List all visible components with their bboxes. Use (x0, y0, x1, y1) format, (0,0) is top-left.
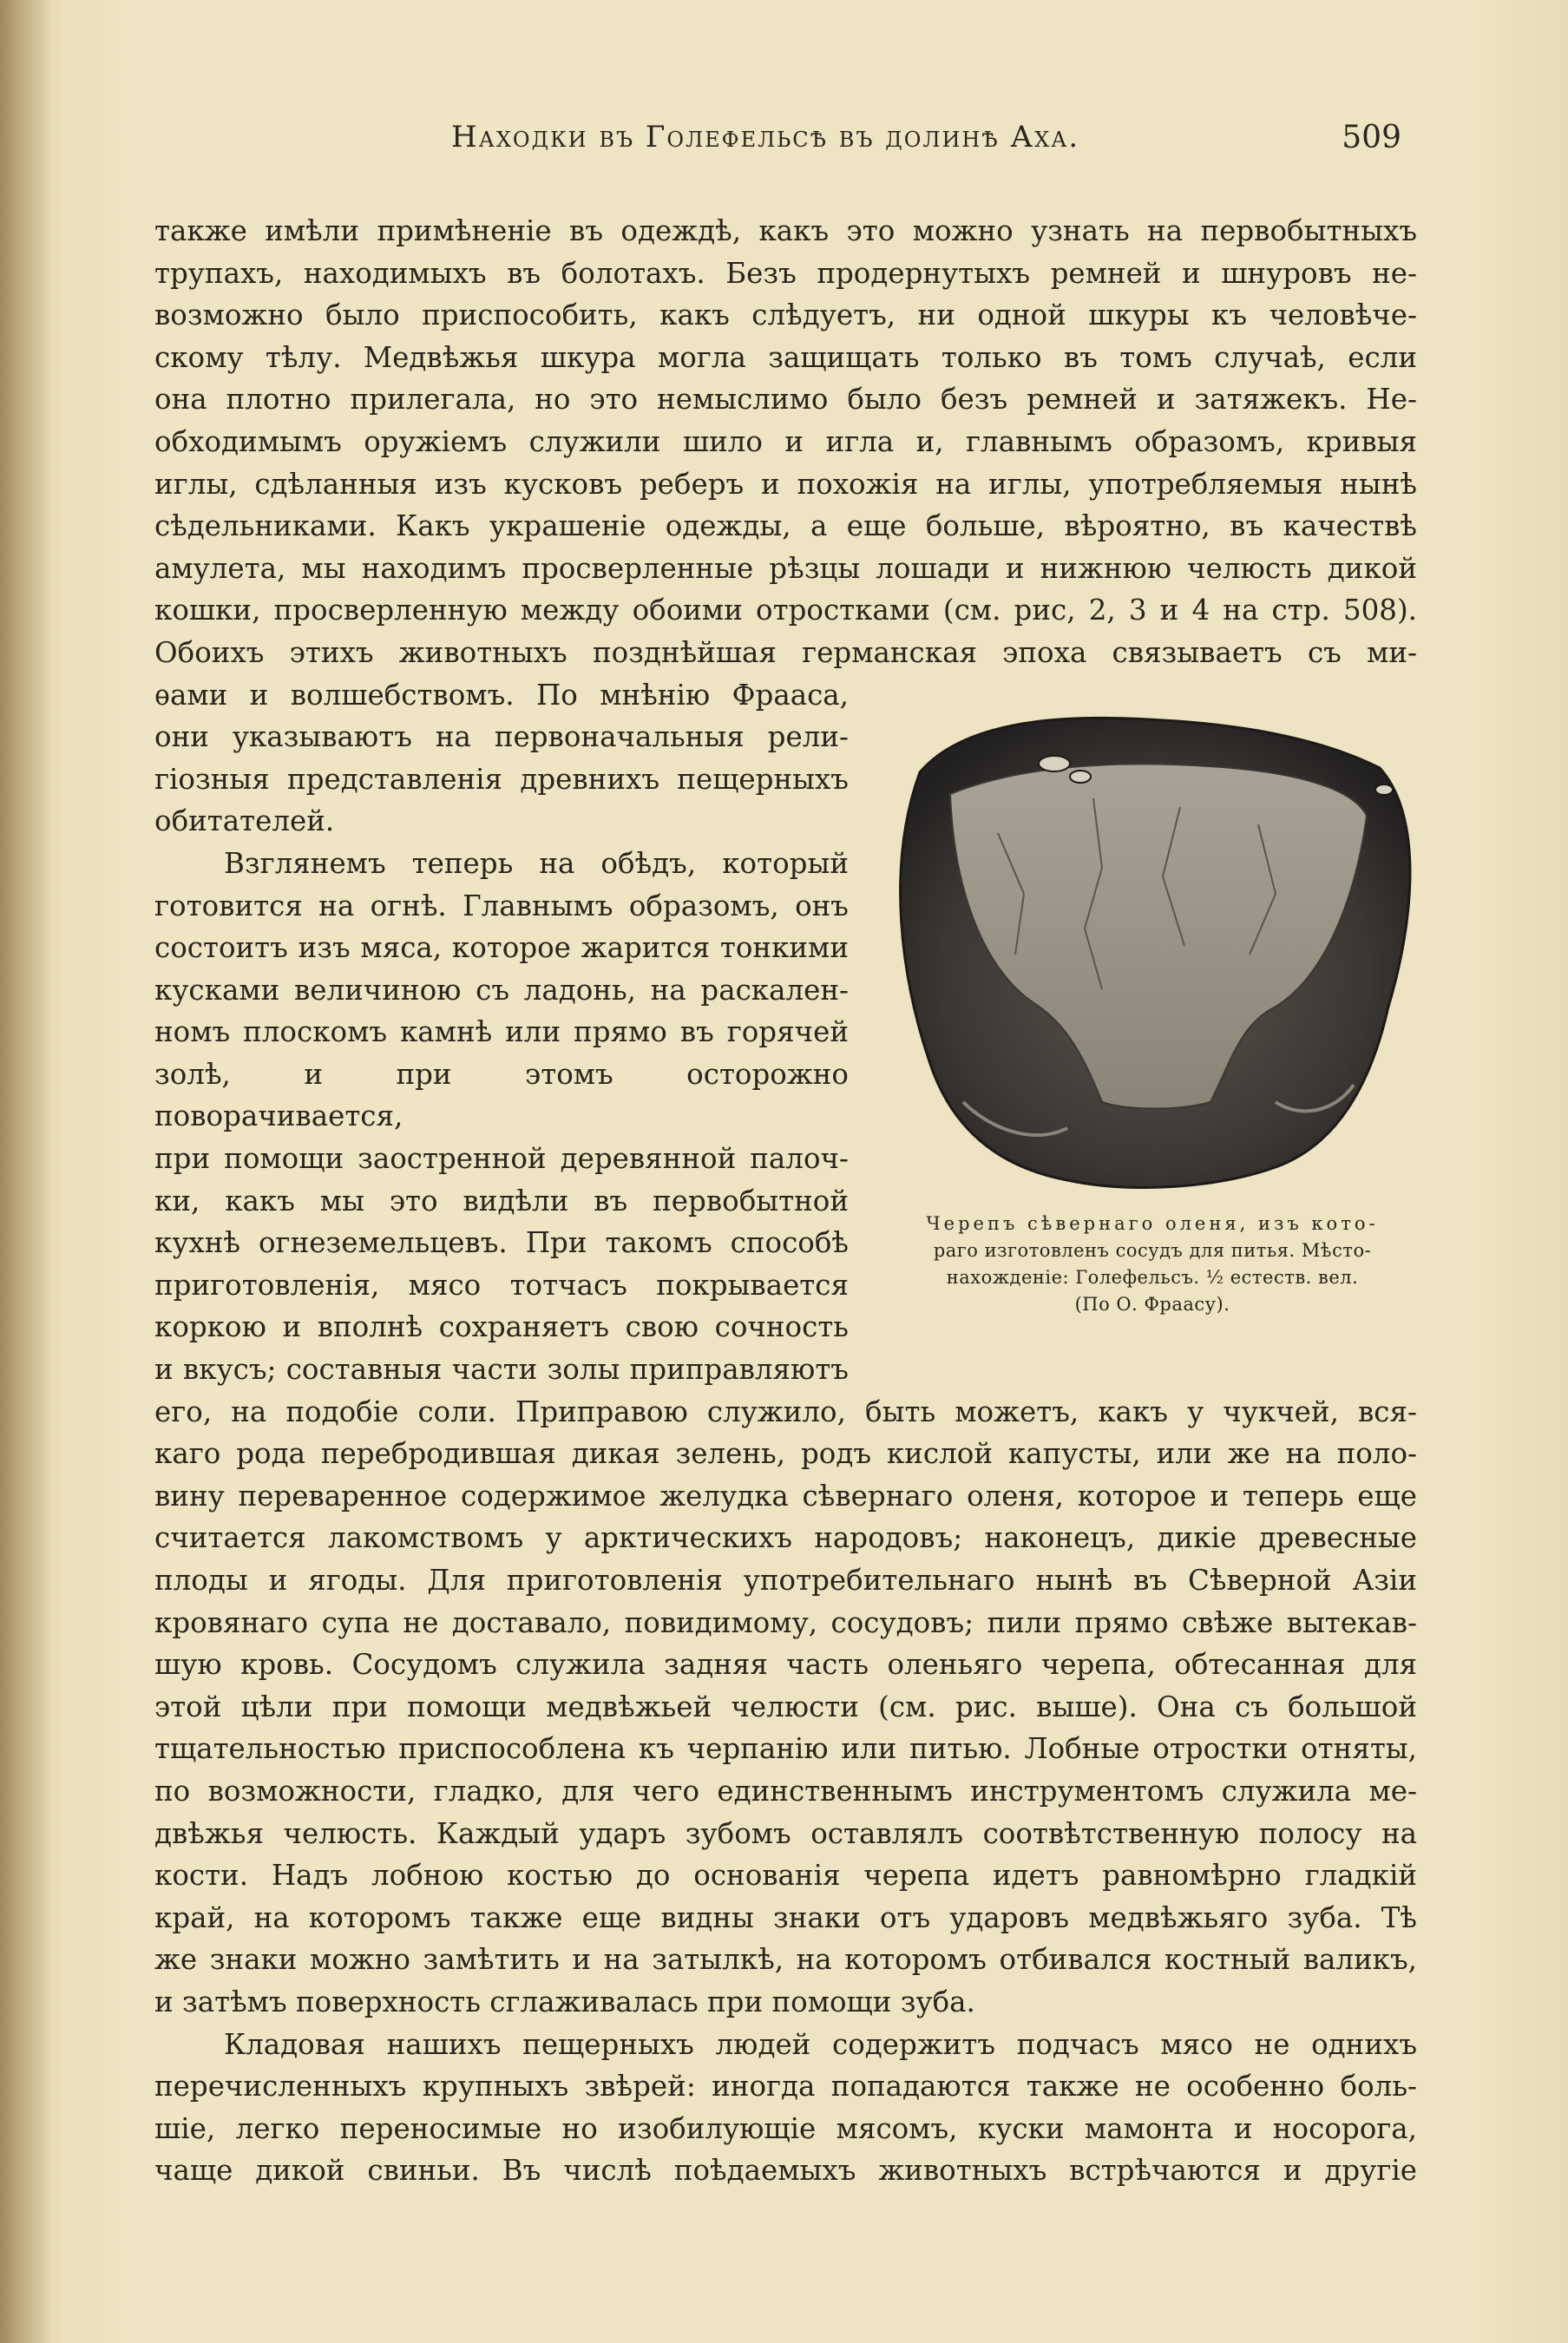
text-line: тщательностью приспособлена къ черпанію или питью. Лобные отростки отняты, (154, 1732, 1417, 1766)
text-line: двѣжья челюсть. Каждый ударъ зубомъ оставлялъ соотвѣтственную полосу на (154, 1816, 1417, 1850)
text-line: она плотно прилегала, но это немыслимо было безъ ремней и затяжекъ. Не- (154, 383, 1417, 417)
text-line: обитателей. (154, 804, 335, 838)
text-line: амулета, мы находимъ просверленные рѣзцы лошади и нижнюю челюсть дикой (154, 551, 1417, 585)
text-line: и вкусъ; составныя части золы приправляютъ (154, 1353, 849, 1387)
text-line: обходимымъ оружіемъ служили шило и игла и, главнымъ образомъ, кривыя (154, 424, 1417, 458)
text-line: и затѣмъ поверхность сглаживалась при помощи зуба. (154, 1985, 975, 2018)
text-line: ѳами и волшебствомъ. По мнѣнію Фрааса, (154, 678, 849, 712)
reindeer-skull-vessel-illustration (868, 694, 1423, 1215)
text-line: этой цѣли при помощи медвѣжьей челюсти (см. рис. выше). Она съ большой (154, 1690, 1417, 1723)
text-line: трупахъ, находимыхъ въ болотахъ. Безъ продернутыхъ ремней и шнуровъ не- (154, 256, 1417, 290)
text-line: они указываютъ на первоначальныя рели- (154, 720, 849, 754)
text-line: плоды и ягоды. Для приготовленія употребительнаго нынѣ въ Сѣверной Азіи (154, 1564, 1417, 1597)
text-line: кусками величиною съ ладонь, на раскален- (154, 973, 849, 1007)
running-head-title: Находки въ Голефельсѣ въ долинѣ Аха. (451, 120, 1080, 154)
text-line: шіе, легко переносимые но изобилующіе мясомъ, куски мамонта и носорога, (154, 2111, 1417, 2145)
text-line: чаще дикой свиньи. Въ числѣ поѣдаемыхъ животныхъ встрѣчаются и другіе (154, 2154, 1417, 2188)
text-line: Взглянемъ теперь на обѣдъ, который (224, 846, 849, 880)
text-line: кровянаго супа не доставало, повидимому, сосудовъ; пили прямо свѣже вытекав- (154, 1605, 1417, 1639)
text-line: его, на подобіе соли. Приправою служило, быть можетъ, какъ у чукчей, вся- (154, 1395, 1417, 1428)
text-line: скому тѣлу. Медвѣжья шкура могла защищать только въ томъ случаѣ, если (154, 340, 1417, 374)
text-line: коркою и вполнѣ сохраняетъ свою сочность (154, 1310, 849, 1344)
text-line: шую кровь. Сосудомъ служила задняя часть оленьяго черепа, обтесанная для (154, 1648, 1417, 1682)
running-head (152, 120, 1401, 172)
text-line: кости. Надъ лобною костью до основанія черепа идетъ равномѣрно гладкій (154, 1859, 1417, 1893)
text-line: гіозныя представленія древнихъ пещерныхъ (154, 762, 849, 796)
caption-line: (По О. Фраасу). (1074, 1294, 1230, 1315)
text-line: Обоихъ этихъ животныхъ позднѣйшая германская эпоха связываетъ съ ми- (154, 635, 1417, 669)
caption-line: нахожденіе: Голефельсъ. ½ естеств. вел. (946, 1267, 1359, 1288)
caption-line: раго изготовленъ сосудъ для питья. Мѣсто- (933, 1240, 1372, 1261)
text-line: приготовленія, мясо тотчасъ покрывается (154, 1268, 849, 1302)
text-line: при помощи заостренной деревянной палоч- (154, 1142, 849, 1176)
text-line: золѣ, и при этомъ осторожно поворачивается, (154, 1057, 849, 1133)
gutter-shadow (0, 0, 52, 2343)
text-line: перечисленныхъ крупныхъ звѣрей: иногда попадаются также не особенно боль- (154, 2070, 1417, 2103)
text-line: считается лакомствомъ у арктическихъ народовъ; наконецъ, дикіе древесные (154, 1521, 1417, 1555)
text-line: также имѣли примѣненіе въ одеждѣ, какъ это можно узнать на первобытныхъ (154, 214, 1417, 247)
text-line: номъ плоскомъ камнѣ или прямо въ горячей (154, 1015, 849, 1049)
text-line: сѣдельниками. Какъ украшеніе одежды, а еще больше, вѣроятно, въ качествѣ (154, 509, 1417, 543)
text-line: возможно было приспособить, какъ слѣдуетъ, ни одной шкуры къ человѣче- (154, 299, 1417, 332)
caption-line: Черепъ сѣвернаго оленя, изъ кото- (926, 1213, 1379, 1234)
text-line: же знаки можно замѣтить и на затылкѣ, на которомъ отбивался костный валикъ, (154, 1943, 1417, 1977)
text-line: ки, какъ мы это видѣли въ первобытной (154, 1184, 849, 1217)
text-line: кошки, просверленную между обоими отростками (см. рис, 2, 3 и 4 на стр. 508). (154, 594, 1417, 627)
text-line: иглы, сдѣланныя изъ кусковъ реберъ и похожія на иглы, употребляемыя нынѣ (154, 467, 1417, 501)
text-line: край, на которомъ также еще видны знаки отъ ударовъ медвѣжьяго зуба. Тѣ (154, 1900, 1417, 1934)
text-line: каго рода перебродившая дикая зелень, родъ кислой капусты, или же на поло- (154, 1437, 1417, 1471)
text-line: по возможности, гладко, для чего единственнымъ инструментомъ служила ме- (154, 1774, 1417, 1808)
text-line: кухнѣ огнеземельцевъ. При такомъ способѣ (154, 1226, 849, 1260)
page-number: 509 (1342, 120, 1401, 155)
text-line: Кладовая нашихъ пещерныхъ людей содержитъ подчасъ мясо не однихъ (224, 2027, 1417, 2061)
figure-caption (883, 1211, 1421, 1318)
text-line: вину переваренное содержимое желудка сѣвернаго оленя, которое и теперь еще (154, 1479, 1417, 1513)
text-line: готовится на огнѣ. Главнымъ образомъ, онъ (154, 889, 849, 922)
text-line: состоитъ изъ мяса, которое жарится тонкими (154, 931, 849, 965)
